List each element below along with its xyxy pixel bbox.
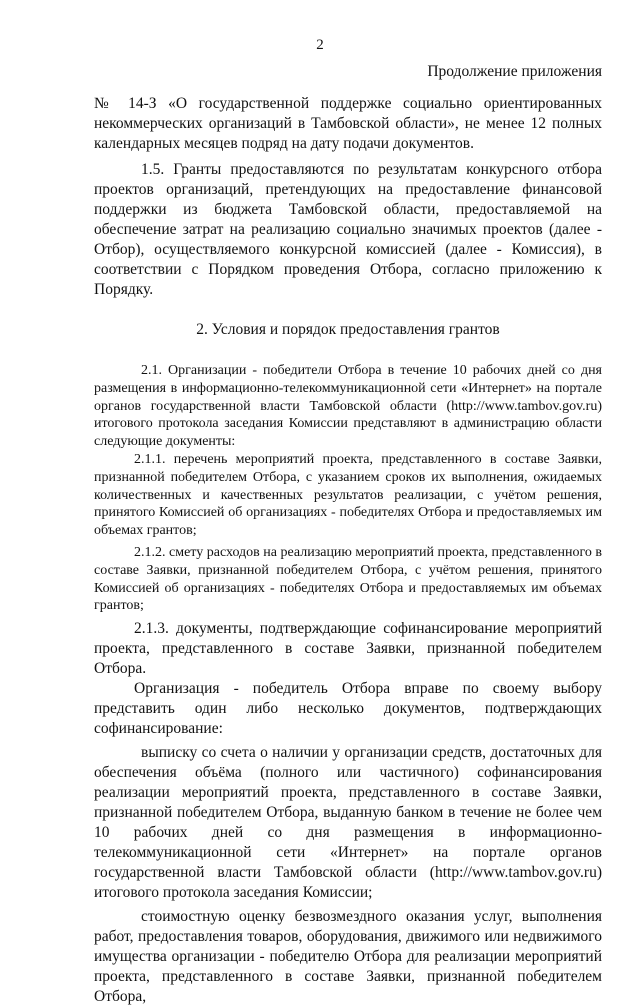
- paragraph-1-5: 1.5. Гранты предоставляются по результатам конкурсного отбора проектов организаций, претендующих на предоставление финансовой поддержки из бюджета Тамбовской области, предоставляемой на обеспечение затрат на реализацию социально значимых проектов (далее - Отбор), осуществляемого конкурсной комиссией (далее - Комиссия), в соответствии с Порядком проведения Отбора, согласно приложению к Порядку.: [94, 161, 602, 298]
- paragraph-2-1-2: 2.1.2. смету расходов на реализацию мероприятий проекта, представленного в составе Заявки, признанной победителем Отбора, с учётом решения, принятого Комиссией об организациях - победителях Отбора и предоставляемых им объемах грантов;: [94, 544, 602, 614]
- page-number: 2: [316, 37, 324, 53]
- paragraph-valuation: стоимостную оценку безвозмездного оказания услуг, выполнения работ, предоставления товаров, оборудования, движимого или недвижимого имущества организации - победителю Отбора для реализации мероприятий проекта, представленного в составе Заявки, признанной победителем Отбора,: [94, 908, 602, 1006]
- section-heading: 2. Условия и порядок предоставления грантов: [196, 321, 500, 338]
- paragraph-bank-extract: выписку со счета о наличии у организации средств, достаточных для обеспечения объёма (полного или частичного) софинансирования реализации мероприятий проекта, представленного в составе Заявки, признанной победителем Отбора, выданную банком в течение не более чем 10 рабочих дней со дня размещения в информационно-телекоммуникационной сети «Интернет» на портале органов государственной власти Тамбовской области (http://www.tambov.gov.ru) итогового протокола заседания Комиссии;: [94, 744, 602, 902]
- paragraph-choice: Организация - победитель Отбора вправе по своему выбору представить один либо несколько документов, подтверждающих софинансирование:: [94, 680, 602, 738]
- paragraph-2-1-3: 2.1.3. документы, подтверждающие софинансирование мероприятий проекта, представленного в составе Заявки, признанной победителем Отбора.: [94, 620, 602, 678]
- paragraph-2-1-1: 2.1.1. перечень мероприятий проекта, представленного в составе Заявки, признанной победителем Отбора, с указанием сроков их выполнения, ожидаемых количественных и качественных результатов реализации, с учётом решения, принятого Комиссией об организациях - победителях Отбора и предоставляемых им объемах грантов;: [94, 451, 602, 539]
- document-body: [94, 94, 602, 1007]
- intro-paragraph: № 14-З «О государственной поддержке социально ориентированных некоммерческих организаций в Тамбовской области», не менее 12 полных календарных месяцев подряд на дату подачи документов.: [94, 95, 602, 152]
- continuation-label: Продолжение приложения: [427, 63, 602, 80]
- paragraph-2-1: 2.1. Организации - победители Отбора в течение 10 рабочих дней со дня размещения в информационно-телекоммуникационной сети «Интернет» на портале органов государственной власти Тамбовской области (http://www.tambov.gov.ru) итогового протокола заседания Комиссии представляют в администрацию области следующие документы:: [94, 363, 602, 450]
